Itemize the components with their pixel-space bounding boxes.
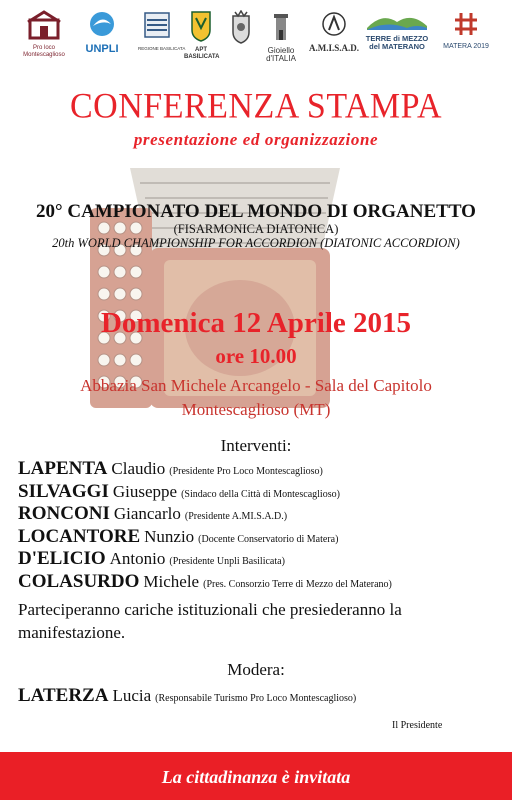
speaker-item bbox=[18, 548, 498, 571]
speaker-first-name: Giuseppe bbox=[112, 481, 178, 501]
speaker-first-name: Nunzio bbox=[144, 526, 195, 546]
headline-subtitle: presentazione ed organizzazione bbox=[133, 130, 379, 149]
unpli-label: UNPLI bbox=[85, 43, 119, 55]
speaker-last-name: SILVAGGI bbox=[18, 480, 109, 502]
speaker-item bbox=[18, 526, 498, 549]
amisad-emblem-icon bbox=[321, 10, 347, 38]
speaker-first-name: Claudio bbox=[111, 459, 166, 478]
participation-note: Parteciperanno cariche istituzionali che presiederanno la manifestazione. bbox=[18, 600, 402, 642]
championship-italian-subtitle: (FISARMONICA DIATONICA) bbox=[173, 222, 339, 236]
unpli-dolphin-icon bbox=[87, 10, 117, 38]
speaker-role: (Presidente A.MI.S.A.D.) bbox=[184, 511, 288, 523]
regione-caption: REGIONE BASILICATA bbox=[138, 46, 186, 51]
championship-title: 20° CAMPIONATO DEL MONDO DI ORGANETTO bbox=[36, 201, 476, 222]
matera-hash-icon bbox=[452, 10, 480, 38]
president-signature: Il Presidente bbox=[392, 720, 443, 731]
speaker-first-name: Giancarlo bbox=[113, 504, 181, 524]
unpli-logo bbox=[80, 10, 124, 55]
amisad-caption: A.M.I.S.A.D. bbox=[308, 43, 359, 53]
terre-hills-icon bbox=[367, 10, 427, 30]
pro-loco-logo bbox=[22, 10, 66, 59]
gioiello-tower-icon bbox=[268, 10, 294, 42]
terre-caption: TERRE di MEZZO del MATERANO bbox=[365, 34, 429, 51]
event-date: Domenica 12 Aprile 2015 bbox=[100, 307, 412, 339]
headline-title: CONFERENZA STAMPA bbox=[70, 87, 442, 126]
speaker-role: (Presidente Unpli Basilicata) bbox=[169, 556, 285, 568]
moderator-last-name: LATERZA bbox=[18, 685, 109, 706]
invitation-banner-text: La cittadinanza è invitata bbox=[161, 767, 351, 787]
speaker-list bbox=[18, 458, 498, 594]
speaker-role: (Pres. Consorzio Terre di Mezzo del Materano) bbox=[203, 578, 392, 590]
town-crest-icon bbox=[229, 10, 253, 44]
amisad-logo bbox=[308, 10, 360, 53]
speaker-last-name: RONCONI bbox=[18, 503, 110, 525]
speaker-item bbox=[18, 458, 498, 481]
moderator-line bbox=[18, 684, 498, 711]
event-town: Montescaglioso (MT) bbox=[181, 400, 331, 419]
apt-caption: APT BASILICATA bbox=[184, 47, 220, 60]
pro-loco-emblem-icon bbox=[26, 10, 62, 40]
moderator-heading: Modera: bbox=[227, 660, 285, 679]
pro-loco-caption: Pro loco Montescaglioso bbox=[23, 45, 65, 58]
speaker-role: (Docente Conservatorio di Matera) bbox=[198, 533, 339, 545]
speaker-last-name: LAPENTA bbox=[18, 458, 108, 479]
speaker-item bbox=[18, 503, 498, 526]
speaker-item bbox=[18, 481, 498, 504]
speaker-last-name: COLASURDO bbox=[18, 570, 140, 592]
moderator-role: (Responsabile Turismo Pro Loco Montescaglioso) bbox=[155, 693, 357, 704]
gioiello-caption: Gioiello d'ITALIA bbox=[266, 46, 296, 63]
event-venue: Abbazia San Michele Arcangelo - Sala del Capitolo bbox=[80, 376, 432, 395]
apt-logo bbox=[184, 10, 218, 61]
logo-strip bbox=[0, 10, 512, 72]
regione-crest-icon bbox=[142, 10, 172, 40]
speaker-last-name: LOCANTORE bbox=[18, 525, 141, 547]
speaker-first-name: Michele bbox=[143, 571, 200, 591]
matera-caption: MATERA 2019 bbox=[443, 43, 489, 50]
gioiello-logo bbox=[260, 10, 302, 63]
championship-english-subtitle: 20th WORLD CHAMPIONSHIP FOR ACCORDION (DIATONIC ACCORDION) bbox=[52, 236, 460, 250]
speaker-item bbox=[18, 571, 498, 594]
apt-shield-icon bbox=[190, 10, 212, 42]
matera-2019-logo bbox=[436, 10, 496, 50]
regione-logo bbox=[138, 10, 186, 52]
terre-di-mezzo-logo bbox=[362, 10, 432, 51]
moderator-first-name: Lucia bbox=[112, 686, 152, 705]
speaker-role: (Presidente Pro Loco Montescaglioso) bbox=[169, 466, 323, 477]
interventi-heading: Interventi: bbox=[220, 436, 292, 455]
town-crest-logo bbox=[226, 10, 256, 49]
event-time: ore 10.00 bbox=[215, 344, 297, 368]
speaker-last-name: D'ELICIO bbox=[18, 548, 106, 570]
speaker-role: (Sindaco della Città di Montescaglioso) bbox=[181, 488, 340, 500]
speaker-first-name: Antonio bbox=[109, 549, 166, 569]
